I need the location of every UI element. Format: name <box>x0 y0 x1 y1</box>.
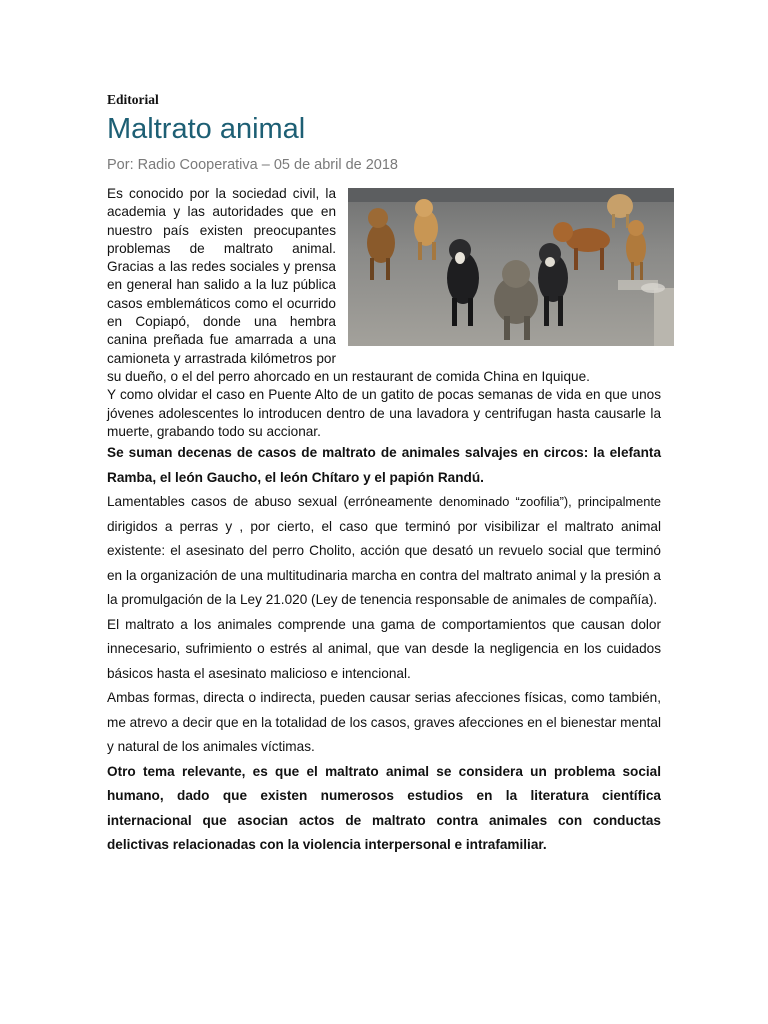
definition-paragraph: El maltrato a los animales comprende una gama de comportamientos que causan dolor innecesario, sufrimiento o estrés al animal, que van desde la negligencia en los cuidados básicos hasta el asesinato malicioso e intencional. <box>107 616 661 681</box>
sexual-abuse-text-c: dirigidos a perras y , por cierto, el caso que terminó por visibilizar el maltrato animal existente: el asesinato del perro Cholito, acción que desató un revuelo social que terminó en la organización de una multitudinaria marcha en contra del maltrato animal y la presión a la promulgación de la Ley 21.020 (Ley de tenencia responsable de animales de compañía). <box>107 518 661 608</box>
sexual-abuse-text-b: denominado “zoofilia”), principalmente <box>438 494 661 510</box>
editorial-page <box>107 92 661 858</box>
article-body <box>107 185 661 858</box>
sexual-abuse-text-a: Lamentables casos de abuso sexual (erróneamente <box>107 494 439 510</box>
effects-paragraph: Ambas formas, directa o indirecta, pueden causar serias afecciones físicas, como también, me atrevo a decir que en la totalidad de los casos, graves afecciones en el bienestar mental y natural de los animales víctimas. <box>107 690 661 755</box>
circus-cases-paragraph: Se suman decenas de casos de maltrato de animales salvajes en circos: la elefanta Ramba, el león Gaucho, el león Chítaro y el papión Randú. <box>107 445 661 485</box>
puente-alto-paragraph: Y como olvidar el caso en Puente Alto de un gatito de pocas semanas de vida en que unos jóvenes adolescentes lo introducen dentro de una lavadora y centrifugan hasta causarle la muerte, grabando todo su accionar. <box>107 387 661 439</box>
closing-paragraph: Otro tema relevante, es que el maltrato animal se considera un problema social humano, dado que existen numerosos estudios en la literatura científica internacional que asocian actos de maltrato contra animales con conductas delictivas relacionadas con la violencia interpersonal e intrafamiliar. <box>107 763 661 853</box>
section-kicker: Editorial <box>107 92 159 107</box>
article-byline: Por: Radio Cooperativa – 05 de abril de 2018 <box>107 157 398 173</box>
article-title: Maltrato animal <box>107 113 306 145</box>
stray-dogs-illustration <box>348 188 674 346</box>
sexual-abuse-paragraph <box>107 490 661 613</box>
intro-paragraph: Es conocido por la sociedad civil, la academia y las autoridades que en nuestro país existen preocupantes problemas de maltrato animal. Gracias a las redes sociales y prensa en general han salido a la luz pública casos emblemáticos como el ocurrido en Copiapó, donde una hembra canina preñada fue amarrada a una camioneta y arrastrada kilómetros por su dueño, o el del perro ahorcado en un restaurant de comida China en Iquique. <box>107 186 590 384</box>
stray-dogs-photo <box>348 188 674 346</box>
